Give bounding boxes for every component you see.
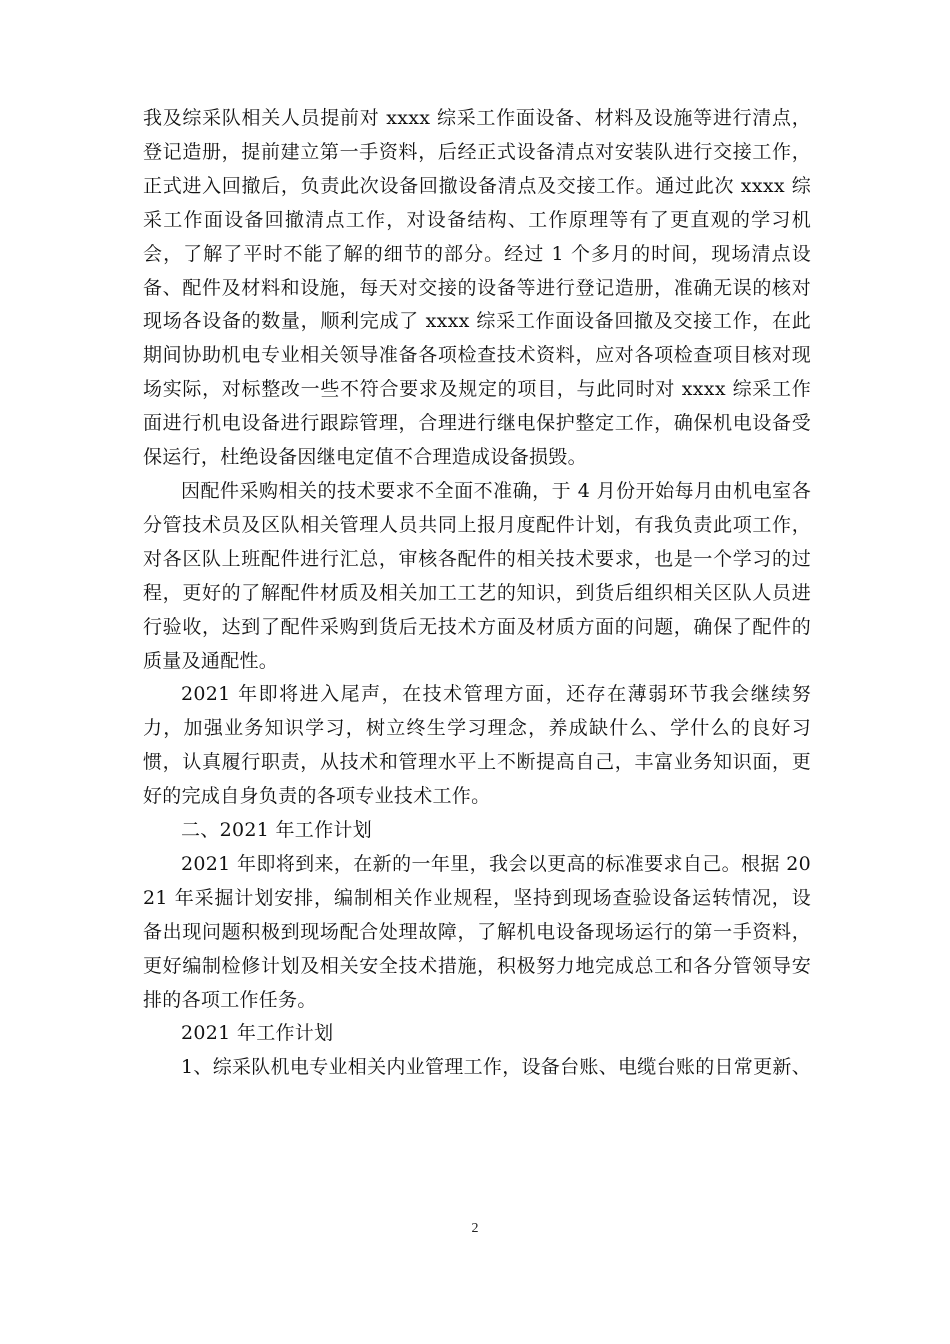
- paragraph-parts-procurement: 因配件采购相关的技术要求不全面不准确，于 4 月份开始每月由机电室各分管技术员及区队相关管理人员共同上报月度配件计划，有我负责此项工作，对各区队上班配件进行汇总，审核各配件的相关技术要求，也是一个学习的过程，更好的了解配件材质及相关加工工艺的知识，到货后组织相关区队人员进行验收，达到了配件采购到货后无技术方面及材质方面的问题，确保了配件的质量及通配性。: [143, 479, 811, 672]
- page-number: 2: [471, 1221, 479, 1236]
- paragraph-equipment-handover: 我及综采队相关人员提前对 xxxx 综采工作面设备、材料及设施等进行清点，登记造册，提前建立第一手资料，后经正式设备清点对安装队进行交接工作，正式进入回撤后，负责此次设备回撤设备清点及交接工作。通过此次 xxxx 综采工作面设备回撤清点工作，对设备结构、工作原理等有了更直观的学习机会，了解了平时不能了解的细节的部分。经过 1 个多月的时间，现场清点设备、配件及材料和设施，每天对交接的设备等进行登记造册，准确无误的核对现场各设备的数量，顺利完成了 xxxx 综采工作面设备回撤及交接工作，在此期间协助机电专业相关领导准备各项检查技术资料，应对各项检查项目核对现场实际，对标整改一些不符合要求及规定的项目，与此同时对 xxxx 综采工作面进行机电设备进行跟踪管理，合理进行继电保护整定工作，确保机电设备受保运行，杜绝设备因继电定值不合理造成设备损毁。: [143, 107, 811, 469]
- paragraph-new-year-plan: 2021 年即将到来，在新的一年里，我会以更高的标准要求自己。根据 2021 年采掘计划安排，编制相关作业规程，坚持到现场查验设备运转情况，设备出现问题积极到现场配合处理故障，了解机电设备现场运行的第一手资料，更好编制检修计划及相关安全技术措施，积极努力地完成总工和各分管领导安排的各项工作任务。: [143, 852, 811, 1011]
- subheading-work-plan: 2021 年工作计划: [181, 1022, 334, 1045]
- section-heading-work-plan: 二、2021 年工作计划: [181, 819, 372, 842]
- document-body: [143, 102, 811, 1085]
- paragraph-year-summary: 2021 年即将进入尾声，在技术管理方面，还存在薄弱环节我会继续努力，加强业务知识学习，树立终生学习理念，养成缺什么、学什么的良好习惯，认真履行职责，从技术和管理水平上不断提高自己，丰富业务知识面，更好的完成自身负责的各项专业技术工作。: [143, 683, 811, 808]
- paragraph-plan-item-1: 1、综采队机电专业相关内业管理工作，设备台账、电缆台账的日常更新、: [181, 1056, 811, 1079]
